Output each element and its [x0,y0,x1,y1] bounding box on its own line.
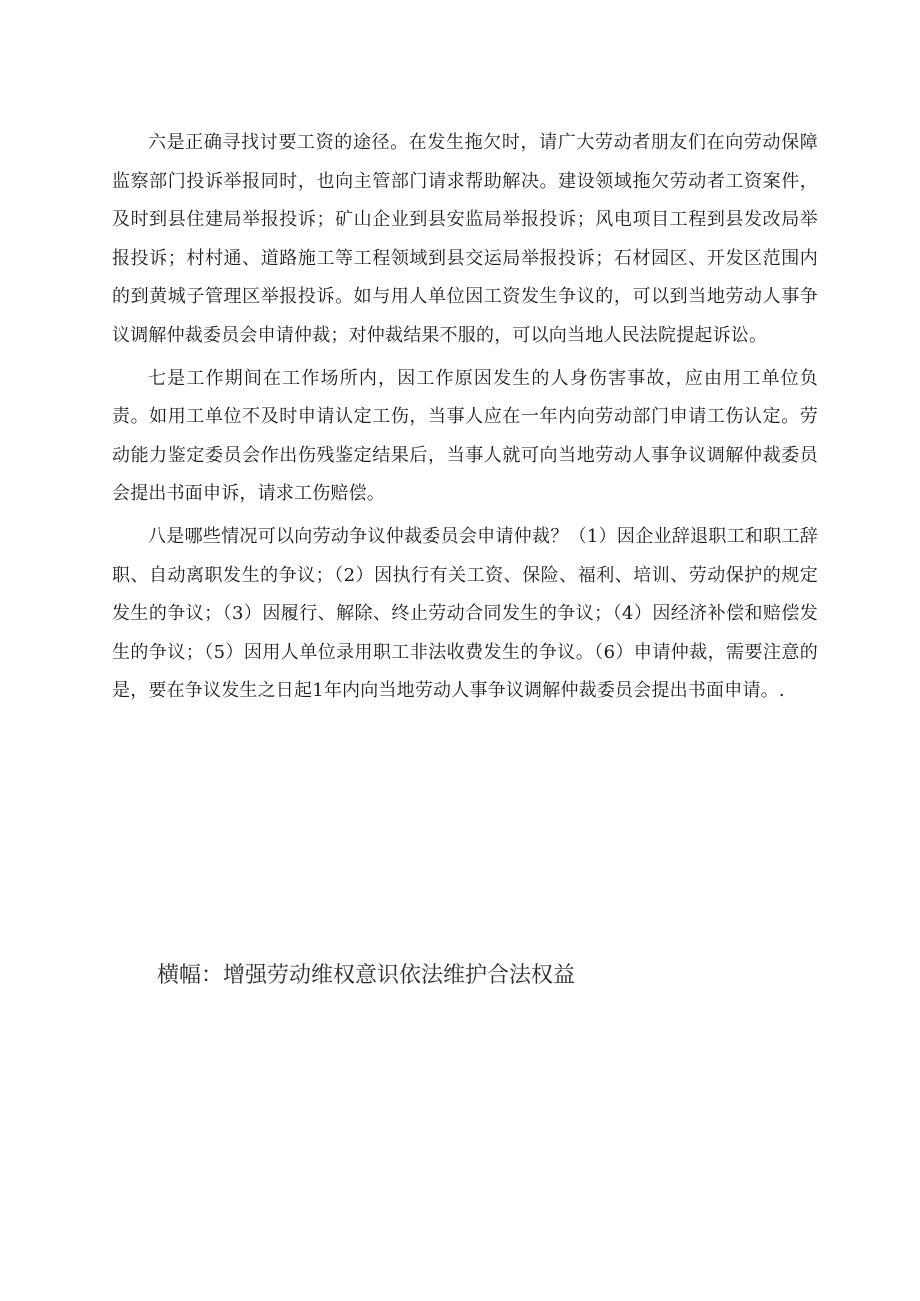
banner-slogan: 横幅：增强劳动维权意识依法维护合法权益 [157,963,576,988]
paragraph-eight: 八是哪些情况可以向劳动争议仲裁委员会申请仲裁？（1）因企业辞退职工和职工辞职、自动离职发生的争议；（2）因执行有关工资、保险、福利、培训、劳动保护的规定发生的争议；（3）因履行、解除、终止劳动合同发生的争议；（4）因经济补偿和赔偿发生的争议；（5）因用人单位录用职工非法收费发生的争议。（6）申请仲裁，需要注意的是，要在争议发生之日起1年内向当地劳动人事争议调解仲裁委员会提出书面申请。. [112,525,818,702]
document-body [112,124,818,715]
paragraph-seven: 七是工作期间在工作场所内，因工作原因发生的人身伤害事故，应由用工单位负责。如用工单位不及时申请认定工伤，当事人应在一年内向劳动部门申请工伤认定。劳动能力鉴定委员会作出伤残鉴定结果后，当事人就可向当地劳动人事争议调解仲裁委员会提出书面申诉，请求工伤赔偿。 [112,367,818,505]
paragraph-six: 六是正确寻找讨要工资的途径。在发生拖欠时，请广大劳动者朋友们在向劳动保障监察部门投诉举报同时，也向主管部门请求帮助解决。建设领域拖欠劳动者工资案件，及时到县住建局举报投诉；矿山企业到县安监局举报投诉；风电项目工程到县发改局举报投诉；村村通、道路施工等工程领域到县交运局举报投诉；石材园区、开发区范围内的到黄城子管理区举报投诉。如与用人单位因工资发生争议的，可以到当地劳动人事争议调解仲裁委员会申请仲裁；对仲裁结果不服的，可以向当地人民法院提起诉讼。 [112,132,818,346]
